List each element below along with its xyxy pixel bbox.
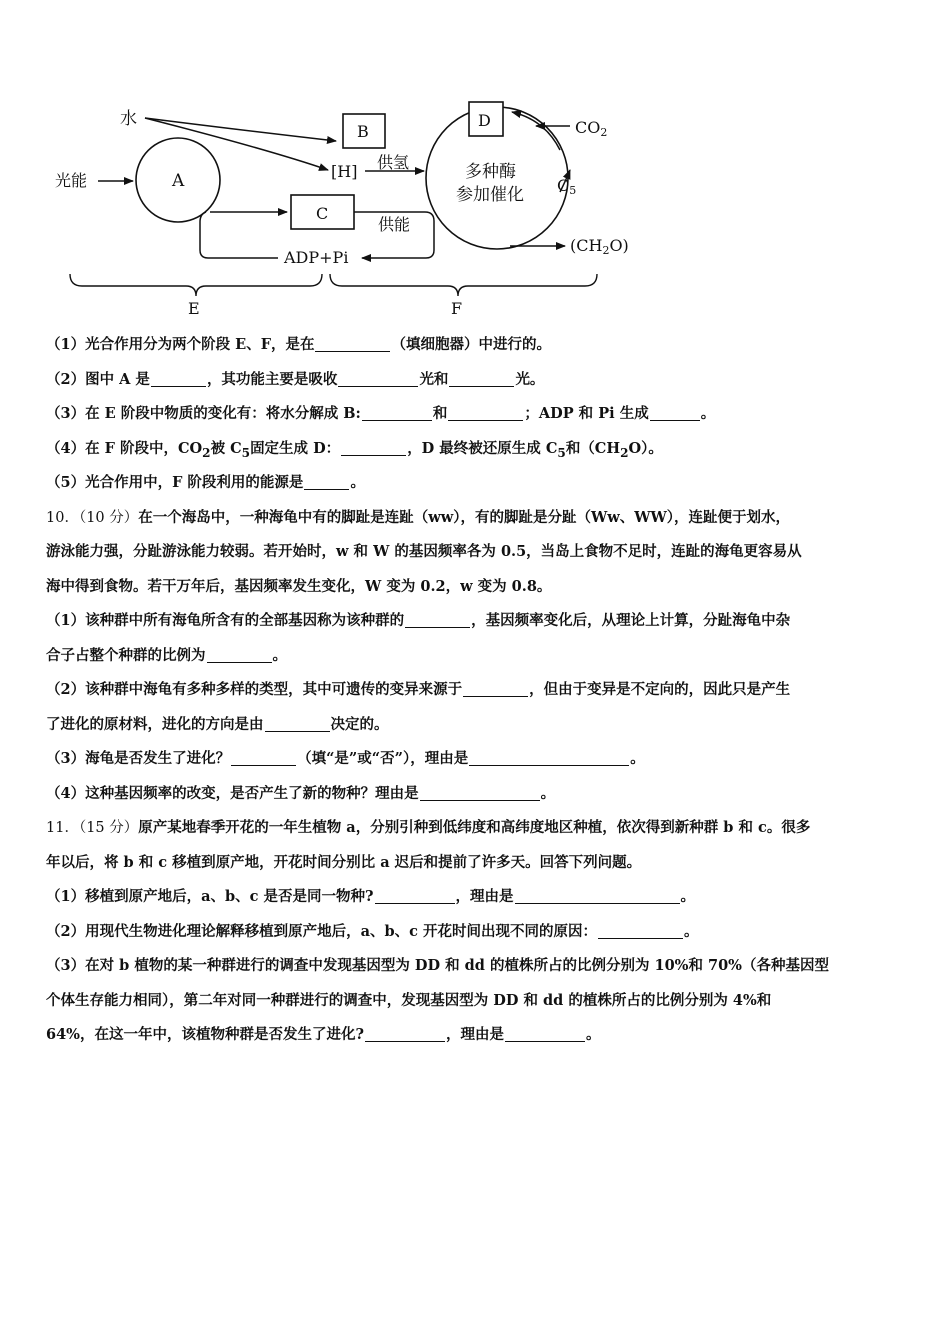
answer-blank[interactable] <box>463 680 528 697</box>
subscript: 2 <box>202 445 211 460</box>
supply-h-label: 供氢 <box>377 153 410 172</box>
q9-text: （4）在 F 阶段中，CO <box>46 439 203 457</box>
answer-blank[interactable] <box>469 749 629 766</box>
q9-text: （1）光合作用分为两个阶段 E、F，是在 <box>46 336 315 353</box>
enzyme-label-line2: 参加催化 <box>456 185 524 205</box>
ch2o-label: (CH2O) <box>570 236 629 257</box>
c5-label: C5 <box>557 176 577 197</box>
answer-blank[interactable] <box>505 1025 585 1042</box>
q10-text: 。 <box>630 750 645 767</box>
q10-text: 合子占整个种群的比例为 <box>46 646 206 664</box>
q9-text: 和（CH <box>565 439 621 457</box>
supply-energy-label: 供能 <box>378 215 411 234</box>
q11-text: （3）在对 b 植物的某一种群进行的调查中发现基因型为 DD 和 dd 的植株所占的比例分别为 10%和 70%（各种基因型 <box>46 957 829 974</box>
q9-text: 和 <box>432 405 448 422</box>
q10-text: 。 <box>540 784 556 802</box>
q10-part2 <box>46 673 916 708</box>
answer-blank[interactable] <box>650 404 700 421</box>
enzyme-label-line1: 多种酶 <box>465 162 516 182</box>
answer-blank[interactable] <box>315 335 390 352</box>
q9-text: （3）在 E 阶段中物质的变化有：将水分解成 B: <box>46 405 361 422</box>
answer-blank[interactable] <box>362 404 432 421</box>
node-d-label: D <box>478 111 491 130</box>
q10-text: 。 <box>272 646 287 664</box>
answer-blank[interactable] <box>375 887 455 904</box>
q9-part3 <box>46 397 916 432</box>
q9-part1 <box>46 328 916 363</box>
q11-text: 。 <box>680 888 695 905</box>
q9-text: ，D 最终被还原生成 C <box>407 439 558 457</box>
q11-text: 原产某地春季开花的一年生植物 a，分别引种到低纬度和高纬度地区种植，依次得到新种群 b 和 c。很多 <box>138 819 811 836</box>
adp-to-a-line <box>200 212 278 258</box>
q11-text: ，理由是 <box>445 1026 504 1043</box>
q11-text: （1）移植到原产地后，a、b、c 是否是同一物种? <box>46 888 374 905</box>
question-number: 11．（15 分） <box>46 820 139 836</box>
q11-part2 <box>46 915 916 950</box>
q11-text: 年以后，将 b 和 c 移植到原产地，开花时间分别比 a 迟后和提前了许多天。回答下列问题。 <box>46 853 642 871</box>
subscript: 5 <box>557 445 566 460</box>
answer-blank[interactable] <box>338 370 418 387</box>
stage-f-label: F <box>451 299 463 318</box>
answer-blank[interactable] <box>598 922 683 939</box>
adp-label: ADP+Pi <box>284 248 349 267</box>
q10-text: ，基因频率变化后，从理论上计算，分趾海龟中杂 <box>471 612 791 629</box>
q9-text: 。 <box>350 474 365 491</box>
q11-text: 64%，在这一年中，该植物种群是否发生了进化? <box>46 1026 364 1043</box>
q9-text: （2）图中 A 是 <box>46 370 150 388</box>
q10-text: 海中得到食物。若干万年后，基因频率发生变化，W 变为 0.2，w 变为 0.8。 <box>46 577 552 595</box>
answer-blank[interactable] <box>449 370 514 387</box>
q10-part1-cont <box>46 639 916 674</box>
q10-part3 <box>46 742 916 777</box>
q10-text: （1）该种群中所有海龟所含有的全部基因称为该种群的 <box>46 612 405 629</box>
q10-intro-line2 <box>46 535 916 570</box>
q9-text: ，其功能主要是吸收 <box>206 370 338 388</box>
q10-intro-line3 <box>46 570 916 605</box>
q11-part1 <box>46 880 916 915</box>
node-b-label: B <box>357 122 369 141</box>
brace-e <box>70 274 322 296</box>
q10-text: （2）该种群中海龟有多种多样的类型，其中可遗传的变异来源于 <box>46 681 463 698</box>
q9-text: ；ADP 和 Pi 生成 <box>524 405 649 422</box>
question-number: 10．（10 分） <box>46 509 139 526</box>
node-a-label: A <box>172 171 185 191</box>
photosynthesis-diagram <box>40 95 660 320</box>
q9-text: 。 <box>700 405 716 422</box>
q9-text: 光和 <box>419 370 449 388</box>
answer-blank[interactable] <box>341 439 406 456</box>
water-label: 水 <box>120 109 137 129</box>
q9-part2 <box>46 363 916 398</box>
answer-blank[interactable] <box>405 611 470 628</box>
q11-intro-line1 <box>46 811 916 846</box>
answer-blank[interactable] <box>231 749 296 766</box>
q10-text: 了进化的原材料，进化的方向是由 <box>46 715 264 733</box>
subscript: 5 <box>241 445 251 460</box>
answer-blank[interactable] <box>448 404 523 421</box>
q10-part1 <box>46 604 916 639</box>
q10-intro-line1 <box>46 501 916 536</box>
node-c-label: C <box>316 204 329 223</box>
q9-text: 光。 <box>515 370 545 388</box>
q10-part2-cont <box>46 708 916 743</box>
brace-f <box>330 274 597 296</box>
q9-part4 <box>46 432 916 467</box>
cycle-arrow-top <box>512 112 560 150</box>
light-energy-label: 光能 <box>55 171 88 190</box>
q11-text: （2）用现代生物进化理论解释移植到原产地后，a、b、c 开花时间出现不同的原因： <box>46 922 597 940</box>
q10-text: ，但由于变异是不定向的，因此只是产生 <box>529 681 791 698</box>
q10-text: 决定的。 <box>330 715 389 733</box>
co2-label: CO2 <box>575 118 608 139</box>
q11-text: 个体生存能力相同），第二年对同一种群进行的调查中，发现基因型为 DD 和 dd 的植株所占的比例分别为 4%和 <box>46 991 772 1009</box>
q9-text: 被 C <box>210 439 242 457</box>
q11-part3-cont2 <box>46 1018 916 1053</box>
q9-text: 固定生成 D： <box>250 439 341 457</box>
answer-blank[interactable] <box>151 370 206 387</box>
h-label: [H] <box>331 162 358 181</box>
q11-text: ，理由是 <box>455 888 514 905</box>
q10-text: （4）这种基因频率的改变，是否产生了新的物种？理由是 <box>46 784 419 802</box>
answer-blank[interactable] <box>265 715 330 732</box>
q11-intro-line2 <box>46 846 916 881</box>
answer-blank[interactable] <box>304 473 349 490</box>
q9-text: O）。 <box>628 439 663 457</box>
q10-part4 <box>46 777 916 812</box>
q9-part5 <box>46 466 916 501</box>
answer-blank[interactable] <box>420 784 540 801</box>
q11-text: 。 <box>684 922 699 940</box>
q11-part3 <box>46 949 916 984</box>
answer-blank[interactable] <box>207 646 272 663</box>
subscript: 2 <box>620 445 629 460</box>
q11-part3-cont <box>46 984 916 1019</box>
q11-text: 。 <box>585 1026 601 1043</box>
q10-text: （3）海龟是否发生了进化？ <box>46 750 231 767</box>
answer-blank[interactable] <box>365 1025 445 1042</box>
question-text <box>46 328 916 1053</box>
q10-text: 在一个海岛中，一种海龟中有的脚趾是连趾（ww），有的脚趾是分趾（Ww、WW），连趾便于划水， <box>138 508 791 526</box>
q10-text: （填“是”或“否”），理由是 <box>297 750 469 767</box>
answer-blank[interactable] <box>515 887 680 904</box>
stage-e-label: E <box>188 299 200 318</box>
q9-text: （5）光合作用中，F 阶段利用的能源是 <box>46 474 304 491</box>
water-to-h-arrow <box>145 118 328 170</box>
q9-text: （填细胞器）中进行的。 <box>391 336 551 353</box>
q10-text: 游泳能力强，分趾游泳能力较弱。若开始时，w 和 W 的基因频率各为 0.5，当岛上食物不足时，连趾的海龟更容易从 <box>46 543 802 560</box>
